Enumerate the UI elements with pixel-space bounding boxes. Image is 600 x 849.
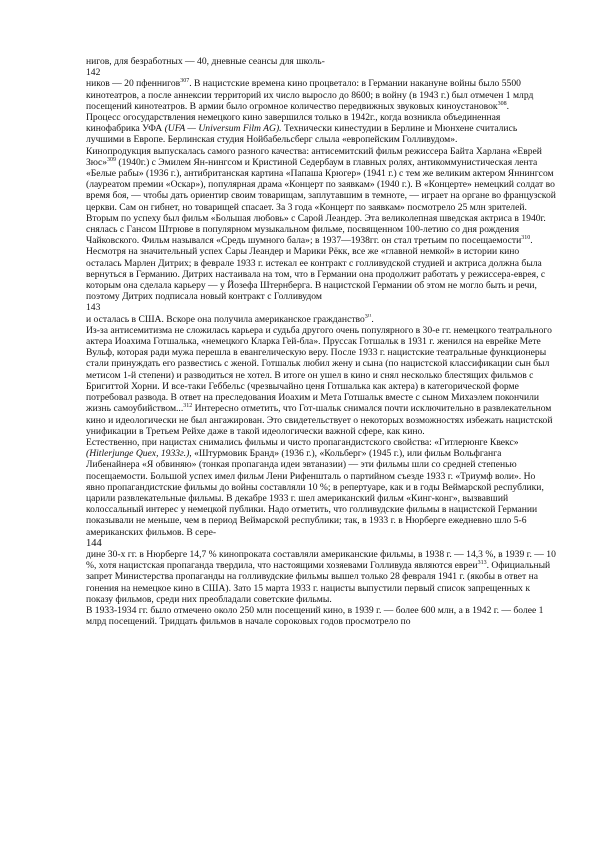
paragraph: и осталась в США. Вскоре она получила американское гражданство$^{3^{11}}$. — [86, 313, 374, 325]
paragraph: В 1933-1934 гг. было отмечено около 250 млн посещений кино, в 1939 г. — более 600 млн, а в 1942 г. — более 1 млрд посещений. Тридцать фильмов в начале сороковых годов просмотрело по — [86, 604, 544, 628]
footnote-ref: 310 — [521, 235, 531, 242]
footnote-ref: 313 — [477, 559, 487, 566]
paragraph: ников — 20 пфеннигов$^{307}$. В нацистские времена кино процветало: в Германии накануне войны было 5500 кинотеатров, а после аннексии территорий их число выросло до 8600; в войну (в 1943 г.) был отмечен 1 млрд посещений кинотеатров. В армии было огромное количество передвижных звуковых киноустановок$^{308}$. — [86, 78, 534, 112]
page-number: 142 — [86, 67, 101, 79]
page-number: 143 — [86, 302, 101, 314]
italic-text: (UFA — Universum Film AG). — [164, 123, 282, 135]
paragraph: Естественно, при нацистах снимались фильмы и чисто пропагандистского свойства: «Гитлерюнге Квекс» (Hitlerjunge Quex, 1933г.), «Штурмовик Бранд» (1936 г.), «Кольберг» (1945 г.), или фильм Вольфганга Либенайнера «Я обвиняю» (тонкая пропаганда идеи эвтаназии) — эти фильмы шли со средней степенью посещаемости. Большой успех имел фильм Лени Рифеншталь о партийном съезде 1933 г. «Триумф воли». Но явно пропагандистские фильмы до войны составляли 10 %; в репертуаре, как и в годы Веймарской республики, царили развлекательные фильмы. В декабре 1933 г. шел американский фильм «Кинг-конг», вызвавший колоссальный интерес у немецкой публики. Надо отметить, что голливудские фильмы в нацистской Германии показывали не меньше, чем в период Веймарской республики; так, в 1933 г. в Нюрберге ежедневно шло 5-6 американских фильмов. В сере- — [86, 436, 544, 538]
paragraph: дине 30-х гг. в Нюрберге 14,7 % кинопроката составляли американские фильмы, в 1938 г. — 14,3 %, в 1939 г. — 10 %, хотя нацистская пропаганда твердила, что настоящими хозяевами Голливуда являются евреи$^{313}$. Официальный запрет Министерства пропаганды на голливудские фильмы вышел только 28 февраля 1941 г. (якобы в ответ на гонения на немецкое кино в США). Зато 15 марта 1933 г. нацисты выпустили первый список запрещенных к показу фильмов, среди них преобладали советские фильмы. — [86, 548, 556, 605]
footnote-ref: 309 — [107, 156, 117, 163]
footnote-ref: 308 — [497, 100, 507, 107]
footnote-ref: 3¹¹ — [364, 313, 372, 320]
paragraph: Процесс огосударствления немецкого кино завершился только в 1942г., когда возникла объединенная кинофабрика УФА (UFA — Universum Film AG). Технически кинестудии в Берлине и Мюнхене считались лучшими в Европе. Берлинская студия Нойбабельсберг слыла «европейским Голливудом». — [86, 112, 518, 146]
page-number: 144 — [86, 537, 102, 549]
paragraph: Несмотря на значительный успех Сары Леандер и Марики Рёкк, все же «главной немкой» в истории кино осталась Марлен Дитрих; в феврале 1933 г. истекал ее контракт с голливудской студией и актриса должна была вернуться в Германию. Дитрих настаивала на том, что в Германии она продолжит работать у режиссера-еврея, с которым она сделала карьеру — у Йозефа Штернберга. В нацистской Германии об этом не могло быть и речи, поэтому Дитрих подписала новый контракт с Голливудом — [86, 246, 546, 303]
paragraph: Кинопродукция выпускалась самого разного качества: антисемитский фильм режиссера Байта Харлана «Еврей Зюс»$^{309}$ (1940г.) с Эмилем Ян-нингсом и Кристиной Седербаум в главных ролях, антикоммунистическая лента «Белые рабы» (1936 г.), антибританская картина «Папаша Крюгер» (1941 г.) с тем же великим актером Яннингсом (лауреатом премии «Оскар»), популярная драма «Концерт по заявкам» (1940 г.). В «Концерте» немецкий солдат во время боя, — чтобы дать ориентир своим товарищам, заплутавшим в темноте, — играет на органе во французской церкви. Сам он гибнет, но товарищей спасает. За 3 года «Концерт по заявкам» посмотрело 25 млн зрителей. Вторым по успеху был фильм «Большая любовь» с Сарой Леандер. Эта великолепная шведская актриса в 1940г. снялась с Гансом Штрюве в популярном музыкальном фильме, посвященном 100-летию со дня рождения Чайковского. Фильм назывался «Средь шумного бала»; в 1937—1938гг. он стал третьим по посещаемости$^{310}$. — [86, 145, 556, 247]
text-line: нигов, для безработных — 40, дневные сеансы для школь- — [86, 56, 325, 67]
footnote-ref: 307 — [180, 78, 190, 85]
italic-text: (Hitlerjunge Quex, 1933г.), — [86, 448, 192, 460]
document-page — [86, 56, 556, 627]
footnote-ref: 312 — [183, 403, 193, 410]
paragraph: Из-за антисемитизма не сложилась карьера и судьба другого очень популярного в 30-е гг. немецкого театрального актера Иоахима Готшалька, «немецкого Кларка Гей-бла». Пруссак Готшальк в 1931 г. женился на еврейке Мете Вульф, которая ради мужа перешла в евангелическую веру. После 1933 г. нацистские театральные функционеры стали принуждать его развестись с женой. Готшальк любил жену и сына (по нацистской классификации сын был метисом 1-й степени) и разводиться не хотел. В итоге он ушел в кино и снял несколько блестящих фильмов с Бригиттой Хорни. И все-таки Геббельс (чрезвычайно ценя Готшалька как актера) в категорической форме потребовал развода. В ответ на преследования Иоахим и Мета Готшальк вместе с сыном Михаэлем покончили жизнь самоубийством...$^{312}$ Интересно отметить, что Гот-шальк снимался почти исключительно в развлекательном кино и идеологически не был ангажирован. Это свидетельствует о некоторых возможностях избежать нацистской унификации в Третьем Рейхе даже в такой идеологически важной сфере, как кино. — [86, 324, 553, 437]
